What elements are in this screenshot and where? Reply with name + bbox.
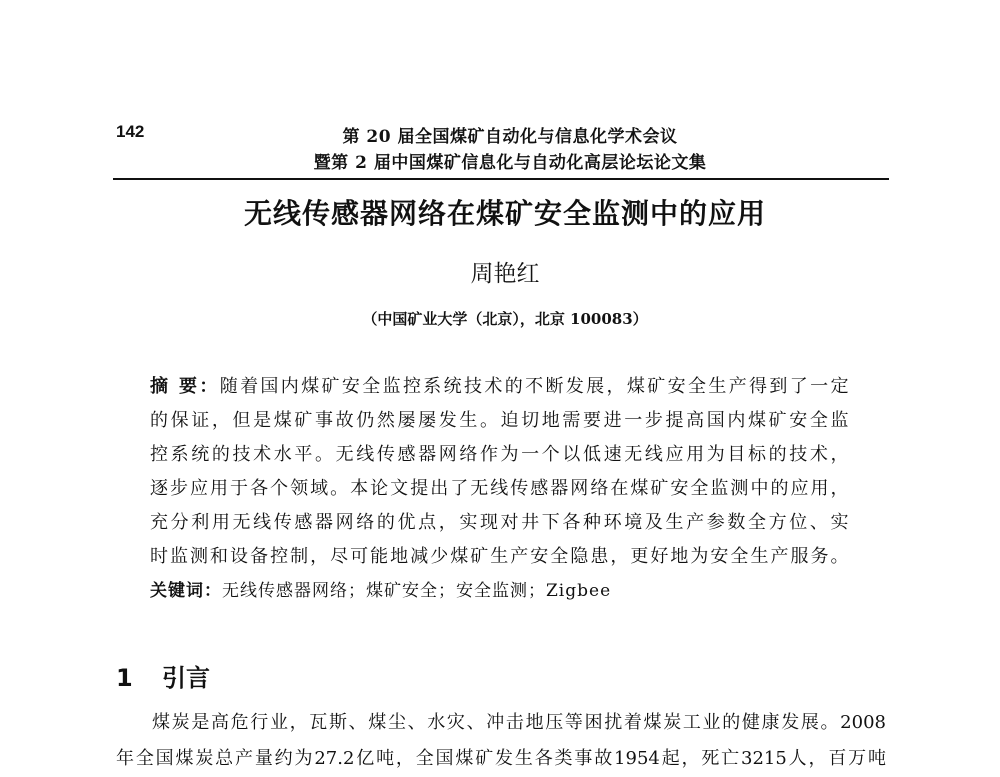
abstract-line: 控系统的技术水平。无线传感器网络作为一个以低速无线应用为目标的技术， <box>150 444 850 465</box>
running-header-line1: 第 20 届全国煤矿自动化与信息化学术会议 <box>342 127 678 147</box>
paper-title: 无线传感器网络在煤矿安全监测中的应用 <box>243 197 766 230</box>
abstract-line: 逐步应用于各个领域。本论文提出了无线传感器网络在煤矿安全监测中的应用， <box>150 478 850 499</box>
abstract-line: 充分利用无线传感器网络的优点，实现对井下各种环境及生产参数全方位、实 <box>150 512 850 533</box>
abstract-block <box>150 370 850 608</box>
abstract-line: 的保证，但是煤矿事故仍然屡屡发生。迫切地需要进一步提高国内煤矿安全监 <box>150 410 850 431</box>
author-affiliation: （中国矿业大学（北京），北京 100083） <box>362 310 648 328</box>
body-line: 煤炭是高危行业，瓦斯、煤尘、水灾、冲击地压等困扰着煤炭工业的健康发展。2008 <box>152 712 886 733</box>
keywords-label: 关键词： <box>150 581 222 601</box>
section-heading <box>116 658 210 693</box>
header-divider <box>113 178 889 180</box>
body-line: 年全国煤炭总产量约为27.2亿吨，全国煤矿发生各类事故1954起，死亡3215人，百万吨 <box>116 748 886 769</box>
section-number: 1 <box>116 664 133 692</box>
section-title: 引言 <box>162 664 210 692</box>
abstract-label: 摘 要： <box>150 376 220 397</box>
running-header-line2: 暨第 2 届中国煤矿信息化与自动化高层论坛论文集 <box>313 153 707 173</box>
author-name: 周艳红 <box>470 261 540 287</box>
abstract-text: 随着国内煤矿安全监控系统技术的不断发展，煤矿安全生产得到了一定 <box>219 376 850 397</box>
section-body <box>116 705 886 777</box>
abstract-line: 时监测和设备控制，尽可能地减少煤矿生产安全隐患，更好地为安全生产服务。 <box>150 546 850 567</box>
abstract-line <box>150 370 850 404</box>
keywords-line <box>150 574 850 608</box>
keywords-text: 无线传感器网络；煤矿安全；安全监测；Zigbee <box>222 581 612 601</box>
page-number: 142 <box>116 122 145 141</box>
